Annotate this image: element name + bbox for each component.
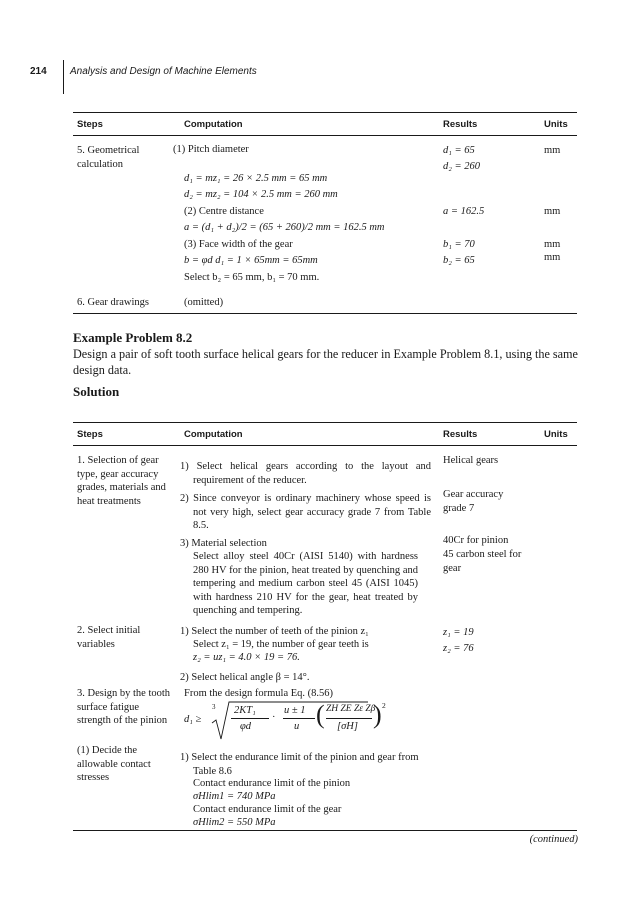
formula-num-z: ZH ZE Zε Zβ — [326, 704, 376, 714]
result-a: a = 162.5 — [443, 206, 485, 217]
s2-item1-select: Select z₁ = 19, the number of gear teeth is — [193, 639, 369, 650]
s2-item1-eq: z₂ = uz₁ = 4.0 × 19 = 76. — [193, 652, 300, 663]
formula-num-u: u ± 1 — [284, 705, 306, 716]
s31-line3: Contact endurance limit of the gear — [193, 804, 342, 815]
face-width-title: (3) Face width of the gear — [184, 239, 293, 250]
s1-item1: 1) Select helical gears according to the layout and requirement of the reducer. — [180, 461, 431, 486]
example-title: Example Problem 8.2 — [73, 330, 193, 345]
table2-header-units: Units — [544, 429, 568, 440]
result-gear-material: 45 carbon steel for gear — [443, 549, 522, 574]
pitch-eq-1: d₁ = mz₁ = 26 × 2.5 mm = 65 mm — [184, 173, 328, 184]
s1-item2: 2) Since conveyor is ordinary machinery whose speed is not very high, select gear accuracy grade 7 from Table 8.5. — [180, 493, 431, 531]
unit-b2: mm — [544, 252, 561, 263]
s31-item1: 1) Select the endurance limit of the pinion and gear from Table 8.6 — [180, 752, 419, 777]
s31-line2: σHlim1 = 740 MPa — [193, 791, 276, 802]
continued-note: (continued) — [529, 834, 578, 845]
face-width-select: Select b₂ = 65 mm, b₁ = 70 mm. — [184, 272, 320, 283]
s1-item3-body: Select alloy steel 40Cr (AISI 5140) with hardness 280 HV for the pinion, heat treated by quenching and tempering and medium carbon steel 45 (AISI 1045) with hardness 210 HV for the gear, heat treated by quenching and tempering. — [193, 551, 418, 616]
fraction-bar-1 — [231, 718, 269, 719]
step6-label: 6. Gear drawings — [77, 297, 150, 308]
formula-root-index: 3 — [212, 703, 216, 711]
table1-top-rule — [73, 112, 577, 113]
face-width-eq: b = φd d₁ = 1 × 65mm = 65mm — [184, 255, 318, 266]
centre-distance-title: (2) Centre distance — [184, 206, 264, 217]
pitch-eq-2: d₂ = mz₂ = 104 × 2.5 mm = 260 mm — [184, 189, 338, 200]
result-d1: d₁ = 65 — [443, 145, 475, 156]
table1-header-computation: Computation — [184, 119, 243, 130]
formula-right-paren: ) — [373, 700, 382, 729]
formula-den-phid: φd — [240, 721, 252, 732]
page-number: 214 — [30, 66, 47, 77]
s3-formula-intro: From the design formula Eq. (8.56) — [184, 688, 334, 699]
unit-b1: mm — [544, 239, 561, 250]
s2-item2: 2) Select helical angle β = 14°. — [180, 672, 310, 683]
pitch-diameter-title: (1) Pitch diameter — [173, 144, 249, 155]
table1-header-rule — [73, 135, 577, 136]
result-helical-gears: Helical gears — [443, 455, 499, 466]
step3-1-label: (1) Decide the allowable contact stresses — [77, 745, 151, 783]
table1-header-units: Units — [544, 119, 568, 130]
formula-den-u: u — [294, 721, 300, 732]
result-d2: d₂ = 260 — [443, 161, 480, 172]
result-b2: b₂ = 65 — [443, 255, 475, 266]
s2-item1-title: 1) Select the number of teeth of the pinion z₁ — [180, 626, 369, 637]
result-accuracy: Gear accuracy grade 7 — [443, 489, 504, 514]
table2-top-rule — [73, 422, 577, 423]
table2-header-rule — [73, 445, 577, 446]
example-statement: Design a pair of soft tooth surface helical gears for the reducer in Example Problem 8.1, using the same design data. — [73, 347, 578, 377]
formula-exponent: 2 — [382, 701, 386, 710]
result-z2: z₂ = 76 — [443, 643, 474, 654]
step1-label: 1. Selection of gear type, gear accuracy grades, materials and heat treatments — [77, 455, 166, 507]
result-pinion-material: 40Cr for pinion — [443, 535, 509, 546]
s31-line1: Contact endurance limit of the pinion — [193, 778, 351, 789]
header-divider — [63, 60, 64, 94]
s31-line4: σHlim2 = 550 MPa — [193, 817, 276, 828]
table2-header-computation: Computation — [184, 429, 243, 440]
solution-label: Solution — [73, 384, 120, 399]
result-b1: b₁ = 70 — [443, 239, 475, 250]
step6-computation: (omitted) — [184, 297, 224, 308]
fraction-bar-2 — [283, 718, 315, 719]
running-title: Analysis and Design of Machine Elements — [70, 66, 257, 77]
centre-distance-eq: a = (d₁ + d₂)/2 = (65 + 260)/2 mm = 162.5 mm — [184, 222, 385, 233]
step2-label: 2. Select initial variables — [77, 625, 141, 650]
formula-left-paren: ( — [316, 700, 325, 729]
formula-den-sigma: [σH] — [337, 721, 358, 732]
formula-num-2kt1: 2KT₁ — [234, 705, 256, 716]
s1-item3-title: 3) Material selection — [180, 538, 267, 549]
unit-a: mm — [544, 206, 561, 217]
table2-header-steps: Steps — [77, 429, 103, 440]
table1-header-results: Results — [443, 119, 478, 130]
result-z1: z₁ = 19 — [443, 627, 474, 638]
table1-header-steps: Steps — [77, 119, 103, 130]
formula-dot: · — [272, 712, 276, 723]
table2-bottom-rule — [73, 830, 577, 831]
fraction-bar-3 — [326, 718, 372, 719]
step3-label: 3. Design by the tooth surface fatigue strength of the pinion — [77, 688, 171, 726]
unit-d: mm — [544, 145, 561, 156]
step5-label: 5. Geometrical calculation — [77, 145, 140, 170]
table1-bottom-rule — [73, 313, 577, 314]
table2-header-results: Results — [443, 429, 478, 440]
formula-d1: d₁ ≥ — [184, 714, 202, 725]
